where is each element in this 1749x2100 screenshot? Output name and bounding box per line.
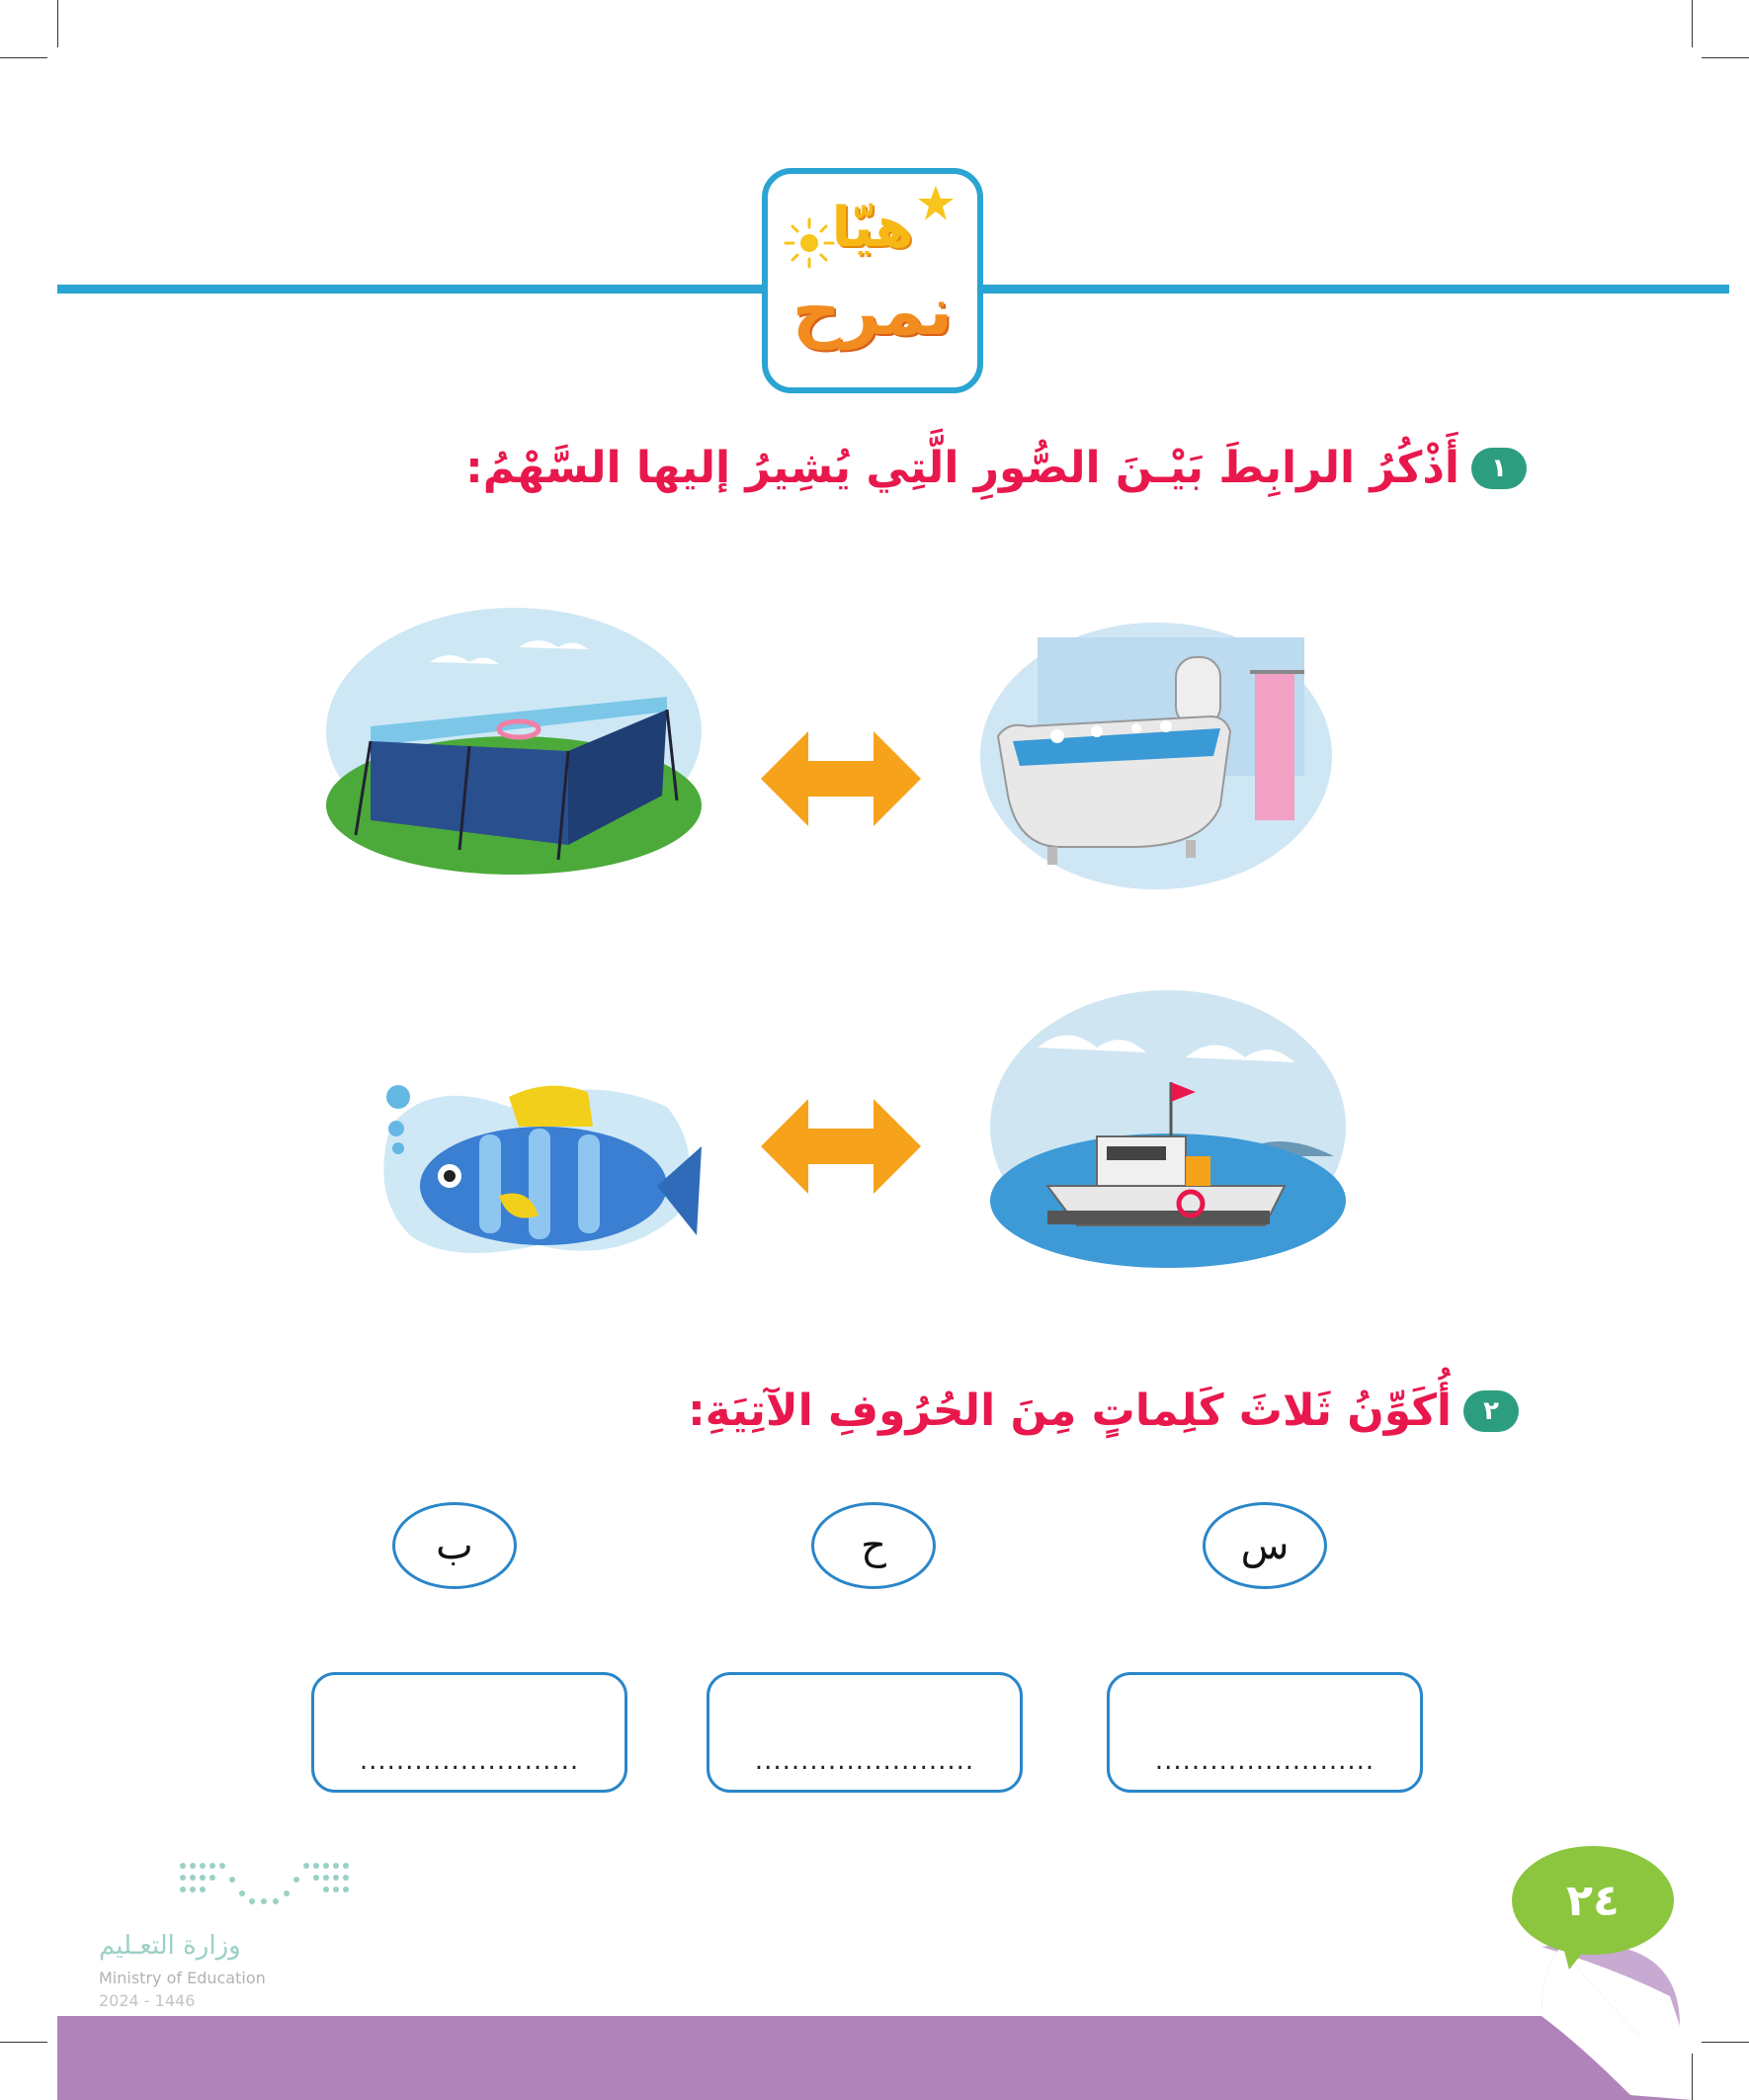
letter-oval-seen: س [1203,1502,1327,1589]
ministry-name-ar: وزارة التعـليم [99,1931,241,1961]
page-number: ٢٤ [1512,1846,1674,1955]
ministry-year: 2024 - 1446 [99,1991,196,2010]
answer-line: ........................ [359,1746,580,1776]
double-arrow-icon [761,731,921,826]
footer-band [0,1907,1749,2100]
question-text: أُكَوِّنُ ثَلاثَ كَلِماتٍ مِنَ الحُرُوفِ الآتِيَةِ: [688,1386,1452,1436]
answer-line: ........................ [754,1746,975,1776]
ministry-logo-dots [178,1858,351,1907]
logo-word-haya: هيّا [831,196,914,260]
answer-line: ........................ [1154,1746,1375,1776]
speech-tail-icon [1559,1932,1609,1972]
crop-mark [1702,57,1749,58]
boat-illustration [988,988,1349,1275]
answer-box-2[interactable] [707,1672,1023,1793]
answer-box-1[interactable] [1107,1672,1423,1793]
crop-mark [0,57,47,58]
answer-box-3[interactable] [311,1672,627,1793]
pool-illustration [321,603,707,880]
question-2 [688,1386,1519,1436]
crop-mark [1692,0,1693,47]
section-logo [762,168,983,393]
double-arrow-icon [761,1099,921,1194]
logo-word-namrah: نمرح [791,273,954,351]
bathtub-illustration [978,618,1334,894]
crop-mark [57,0,58,47]
letter-oval-baa: ب [392,1502,517,1589]
question-number-badge: ٢ [1463,1390,1519,1432]
question-text: أَذْكُرُ الرابِطَ بَيْـنَ الصُّورِ الَّتِي يُشِيرُ إليها السَّهْمُ: [465,443,1459,493]
question-number-badge: ١ [1471,448,1527,489]
ministry-name-en: Ministry of Education [99,1969,266,1987]
letter-oval-haa: ح [811,1502,936,1589]
fish-illustration [371,1067,702,1265]
question-1 [465,443,1527,493]
